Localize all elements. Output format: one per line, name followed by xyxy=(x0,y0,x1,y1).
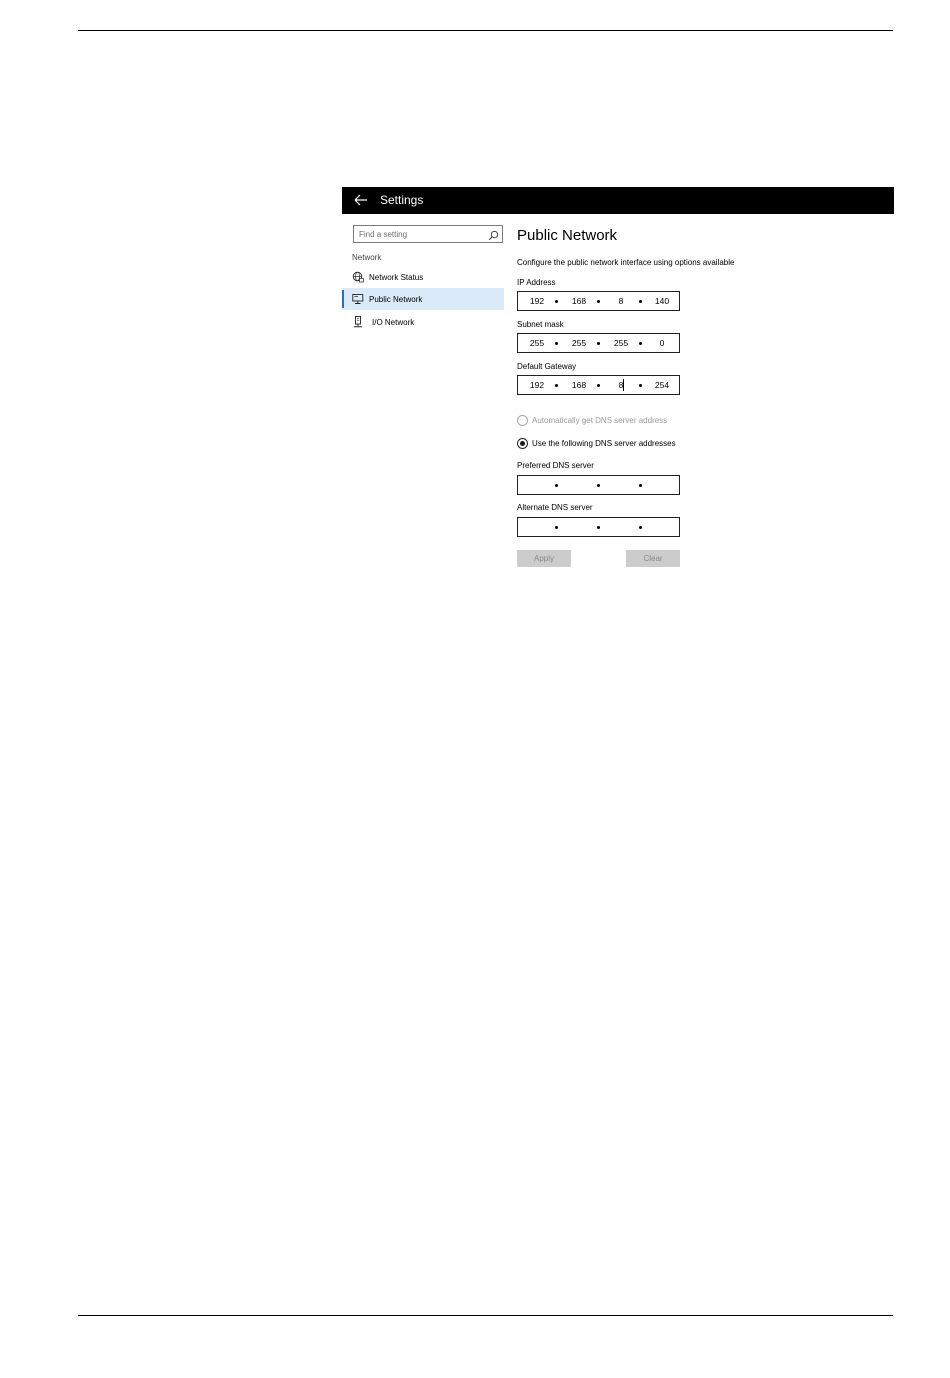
octet-separator xyxy=(597,300,600,303)
ip-octet[interactable] xyxy=(568,522,590,533)
alternate-dns-field[interactable] xyxy=(517,517,680,537)
octet-separator xyxy=(639,384,642,387)
ip-octet[interactable]: 254 xyxy=(654,380,670,390)
sidebar-item-io-network[interactable] xyxy=(342,311,504,333)
apply-button[interactable]: Apply xyxy=(517,550,571,567)
octet-separator xyxy=(597,384,600,387)
octet-separator xyxy=(639,342,642,345)
default-gateway-field[interactable] xyxy=(517,375,680,395)
title-bar xyxy=(342,187,894,214)
sidebar-item-label: I/O Network xyxy=(372,318,415,327)
page-description: Configure the public network interface using options available xyxy=(517,258,735,267)
octet-separator xyxy=(597,484,600,487)
subnet-mask-field[interactable] xyxy=(517,333,680,353)
alternate-dns-label: Alternate DNS server xyxy=(517,503,593,512)
octet-separator xyxy=(555,384,558,387)
ip-octet[interactable]: 140 xyxy=(654,296,670,306)
back-arrow-icon[interactable] xyxy=(352,191,370,209)
page-title: Public Network xyxy=(517,227,618,244)
octet-separator xyxy=(639,300,642,303)
octet-separator xyxy=(639,484,642,487)
ip-octet[interactable] xyxy=(651,522,673,533)
sidebar-item-network-status[interactable] xyxy=(342,266,504,288)
radio-selected-dot xyxy=(520,441,525,446)
ip-address-label: IP Address xyxy=(517,278,556,287)
ip-octet[interactable]: 255 xyxy=(613,338,629,348)
window-title: Settings xyxy=(380,193,424,207)
ip-octet[interactable]: 168 xyxy=(571,296,587,306)
ip-octet[interactable]: 192 xyxy=(529,380,545,390)
ip-octet[interactable] xyxy=(610,522,632,533)
ip-octet[interactable] xyxy=(526,480,548,491)
octet-separator xyxy=(597,526,600,529)
settings-window xyxy=(342,187,894,577)
dns-auto-radio[interactable] xyxy=(517,415,528,426)
octet-separator xyxy=(555,526,558,529)
search-box[interactable] xyxy=(353,225,503,243)
search-input[interactable] xyxy=(354,226,489,242)
dns-manual-radio[interactable] xyxy=(517,438,528,449)
ip-octet[interactable]: 192 xyxy=(529,296,545,306)
octet-separator xyxy=(555,300,558,303)
sidebar-section-header: Network xyxy=(352,253,382,262)
search-icon[interactable] xyxy=(488,228,499,239)
ip-octet[interactable]: 8 xyxy=(618,380,624,390)
sidebar-item-public-network[interactable] xyxy=(342,288,504,310)
dns-auto-label: Automatically get DNS server address xyxy=(532,416,668,425)
octet-separator xyxy=(555,342,558,345)
sidebar-item-label: Public Network xyxy=(369,295,423,304)
dns-manual-label: Use the following DNS server addresses xyxy=(532,439,676,448)
ip-octet[interactable]: 168 xyxy=(571,380,587,390)
preferred-dns-label: Preferred DNS server xyxy=(517,461,594,470)
default-gateway-label: Default Gateway xyxy=(517,362,577,371)
ip-octet[interactable]: 255 xyxy=(571,338,587,348)
ip-octet[interactable]: 255 xyxy=(529,338,545,348)
text-cursor xyxy=(623,379,624,391)
sidebar-item-label: Network Status xyxy=(369,273,424,282)
active-indicator xyxy=(342,290,344,308)
clear-button[interactable]: Clear xyxy=(626,550,680,567)
octet-separator xyxy=(555,484,558,487)
octet-separator xyxy=(639,526,642,529)
ip-octet[interactable] xyxy=(651,480,673,491)
globe-network-icon xyxy=(352,271,364,283)
page-bottom-rule xyxy=(78,1315,893,1316)
preferred-dns-field[interactable] xyxy=(517,475,680,495)
monitor-network-icon xyxy=(352,293,364,305)
subnet-mask-label: Subnet mask xyxy=(517,320,564,329)
ip-octet[interactable]: 8 xyxy=(618,296,624,306)
io-device-icon xyxy=(352,316,364,328)
ip-octet[interactable] xyxy=(568,480,590,491)
ip-octet[interactable] xyxy=(610,480,632,491)
ip-octet[interactable]: 0 xyxy=(659,338,665,348)
ip-octet[interactable] xyxy=(526,522,548,533)
ip-address-field[interactable] xyxy=(517,291,680,311)
page-top-rule xyxy=(78,30,893,31)
octet-separator xyxy=(597,342,600,345)
